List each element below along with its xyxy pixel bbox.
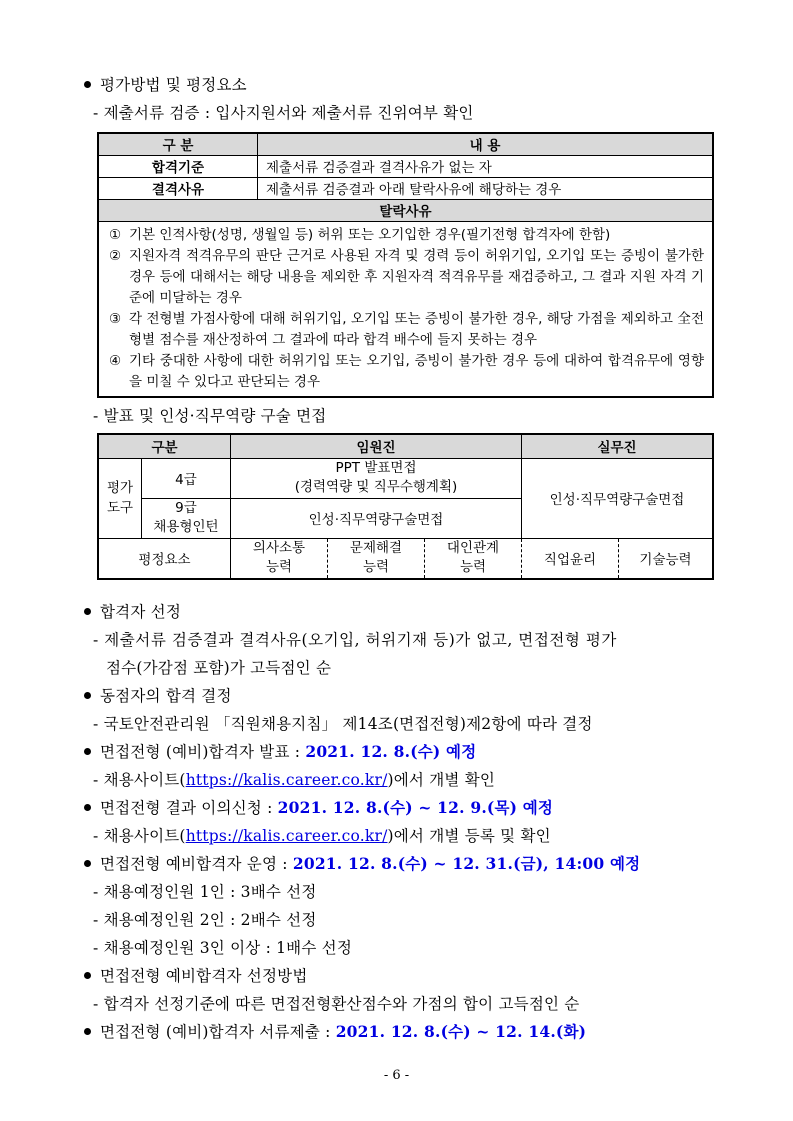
grade9-line: 9급 [175, 500, 197, 516]
submit-date: 2021. 12. 8.(수) ~ 12. 14.(화) [335, 1022, 587, 1041]
grade9-line: 채용형인턴 [153, 519, 219, 535]
submit-line [84, 1020, 586, 1042]
reserve-date: 2021. 12. 8.(수) ~ 12. 31.(금), 14:00 예정 [292, 854, 641, 873]
reason-item [103, 225, 704, 246]
reason-item [103, 246, 704, 309]
site-suffix: )에서 개별 등록 및 확인 [387, 827, 551, 845]
section-eval-method [84, 73, 247, 95]
announce-site-line [93, 768, 495, 790]
bullet-icon [84, 748, 91, 755]
site-prefix: - 채용사이트( [93, 827, 186, 845]
submit-title: 면접전형 (예비)합격자 서류제출 : [100, 1023, 336, 1041]
eval-tool-line: 평가 [106, 480, 134, 496]
table2-header-category: 구분 [98, 434, 231, 458]
objection-site-line [93, 824, 551, 846]
disqualification-label: 결격사유 [98, 177, 258, 199]
eval-factor-label: 평정요소 [98, 538, 231, 579]
factor-technical: 기술능력 [619, 538, 714, 579]
reason-number: ② [109, 247, 122, 264]
tie-desc: - 국토안전관리원 「직원채용지침」 제14조(면접전형)제2항에 따라 결정 [93, 715, 593, 733]
tie-title-line [84, 684, 232, 706]
bullet-icon [84, 81, 91, 88]
eval-tool-line: 도구 [106, 500, 134, 516]
eval-tool-label [98, 458, 142, 538]
reason-number: ① [109, 226, 122, 243]
reason-item [103, 309, 704, 351]
factor-line: 능력 [362, 559, 390, 576]
reason-text: 기타 중대한 사항에 대한 허위기입 또는 오기입, 증빙이 불가한 경우 등에 대하여 합격유무에 영향을 미칠 수 있다고 판단되는 경우 [129, 352, 704, 390]
reason-number: ③ [109, 310, 122, 327]
reserve-rule-3: - 채용예정인원 3인 이상 : 1배수 선정 [93, 939, 352, 957]
grade4-exec-line: PPT 발표면접 [335, 460, 417, 476]
elimination-reasons-cell [98, 221, 713, 397]
reason-text: 기본 인적사항(성명, 생월일 등) 허위 또는 오기입한 경우(필기전형 합격자에 한함) [129, 226, 611, 243]
table2-header-exec: 임원진 [231, 434, 522, 458]
page-number: - 6 - [383, 1068, 410, 1083]
factor-communication [231, 538, 328, 579]
factor-line: 문제해결 [349, 540, 403, 557]
reserve-title: 면접전형 예비합격자 운영 : [100, 855, 293, 873]
section-title: 평가방법 및 평정요소 [100, 76, 247, 94]
reserve-rule-2: - 채용예정인원 2인 : 2배수 선정 [93, 911, 317, 929]
table1-header-content: 내 용 [258, 133, 714, 155]
reserve-method-title: 면접전형 예비합격자 선정방법 [100, 967, 308, 985]
reserve-method-line [84, 964, 308, 986]
tie-title: 동점자의 합격 결정 [100, 687, 232, 705]
objection-title: 면접전형 결과 이의신청 : [100, 799, 278, 817]
table2-header-staff: 실무진 [522, 434, 714, 458]
factor-line: 대인관계 [446, 540, 500, 557]
reserve-method-desc: - 합격자 선정기준에 따른 면접전형환산점수와 가점의 합이 고득점인 순 [93, 995, 580, 1013]
bullet-icon [84, 692, 91, 699]
announce-line [84, 740, 476, 762]
reserve-rule-1: - 채용예정인원 1인 : 3배수 선정 [93, 883, 317, 901]
interview-line: - 발표 및 인성·직무역량 구술 면접 [93, 407, 327, 425]
staff-method: 인성·직무역량구술면접 [522, 458, 714, 538]
factor-line: 능력 [265, 559, 293, 576]
elimination-reasons-header: 탈락사유 [98, 199, 713, 221]
site-prefix: - 채용사이트( [93, 771, 186, 789]
bullet-icon [84, 804, 91, 811]
factor-line: 능력 [459, 559, 487, 576]
grade4-label: 4급 [142, 458, 231, 498]
disqualification-value: 제출서류 검증결과 아래 탈락사유에 해당하는 경우 [258, 177, 714, 199]
grade4-exec-method [231, 458, 522, 498]
select-desc-2: 점수(가감점 포함)가 고득점인 순 [106, 659, 332, 677]
factor-problem-solving [328, 538, 425, 579]
doc-review-line: - 제출서류 검증 : 입사지원서와 제출서류 진위여부 확인 [93, 104, 474, 122]
document-review-table [97, 132, 714, 398]
bullet-icon [84, 608, 91, 615]
factor-ethics: 직업윤리 [522, 538, 619, 579]
announce-date: 2021. 12. 8.(수) 예정 [305, 742, 477, 761]
reason-item [103, 351, 704, 393]
reason-text: 지원자격 적격유무의 판단 근거로 사용된 자격 및 경력 등이 허위기입, 오기입 또는 증빙이 불가한경우 등에 대해서는 해당 내용을 제외한 후 지원자격 적격유무를 재검증하고, 그 결과 지원 자격 기준에 미달하는 경우 [129, 247, 704, 306]
grade9-label [142, 498, 231, 538]
factor-interpersonal [425, 538, 522, 579]
pass-criteria-label: 합격기준 [98, 155, 258, 177]
factor-line: 의사소통 [252, 540, 306, 557]
reserve-line [84, 852, 640, 874]
site-suffix: )에서 개별 확인 [387, 771, 496, 789]
grade4-exec-line: (경력역량 및 직무수행계획) [294, 479, 458, 495]
bullet-icon [84, 972, 91, 979]
bullet-icon [84, 1028, 91, 1035]
grade9-exec-method: 인성·직무역량구술면접 [231, 498, 522, 538]
interview-table [97, 433, 714, 580]
career-site-link[interactable]: https://kalis.career.co.kr/ [185, 771, 388, 789]
select-title: 합격자 선정 [100, 603, 181, 621]
table1-header-category: 구 분 [98, 133, 258, 155]
pass-criteria-value: 제출서류 검증결과 결격사유가 없는 자 [258, 155, 714, 177]
objection-line [84, 796, 553, 818]
select-desc-1: - 제출서류 검증결과 결격사유(오기입, 허위기재 등)가 없고, 면접전형 평가 [93, 631, 617, 649]
select-title-line [84, 600, 181, 622]
reason-number: ④ [109, 352, 122, 369]
bullet-icon [84, 860, 91, 867]
career-site-link[interactable]: https://kalis.career.co.kr/ [185, 827, 388, 845]
announce-title: 면접전형 (예비)합격자 발표 : [100, 743, 306, 761]
objection-date: 2021. 12. 8.(수) ~ 12. 9.(목) 예정 [277, 798, 554, 817]
reason-text: 각 전형별 가점사항에 대해 허위기입, 오기입 또는 증빙이 불가한 경우, 해당 가점을 제외하고 全전형별 점수를 재산정하여 그 결과에 따라 합격 배수에 들지 못하는 경우 [129, 310, 704, 348]
